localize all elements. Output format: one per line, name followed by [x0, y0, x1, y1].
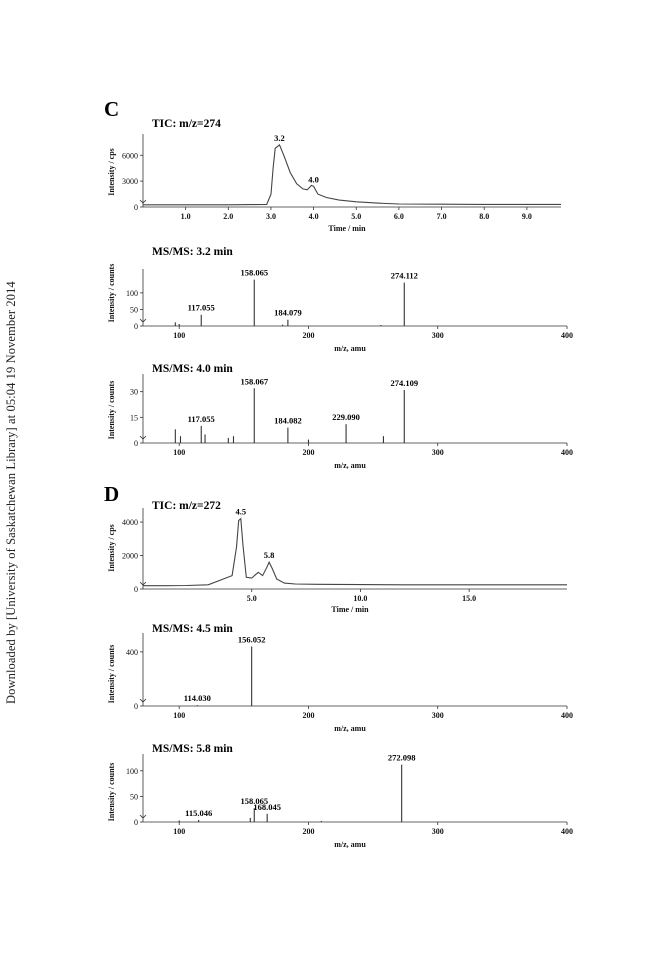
chart-3-title: MS/MS: 4.0 min [152, 363, 233, 375]
chart-2-x-tick-label: 200 [302, 331, 315, 340]
chart-2-y-tick-label: 50 [130, 305, 138, 315]
chart-4-tic-trace [143, 519, 567, 586]
chart-3-peak-label: 184.082 [274, 415, 302, 426]
chart-5-y-tick-label: 400 [126, 647, 138, 657]
chart-4-x-tick-label: 10.0 [353, 594, 368, 603]
chart-3-peak-label: 274.109 [390, 377, 419, 388]
chart-5-x-axis-label: m/z, amu [334, 724, 366, 733]
chart-6-title: MS/MS: 5.8 min [152, 743, 233, 755]
chart-2-peak-label: 274.112 [390, 270, 418, 281]
chart-4-title: TIC: m/z=272 [152, 500, 221, 512]
chart-1-y-tick-label: 3000 [122, 177, 138, 187]
chart-3-y-tick-label: 15 [130, 413, 138, 423]
chart-1-y-axis-label: Intensity / cps [107, 148, 116, 196]
chart-5-x-tick-label: 100 [173, 711, 186, 720]
chart-5-title: MS/MS: 4.5 min [152, 623, 233, 635]
chart-6-peak-label: 272.098 [387, 752, 416, 763]
chart-2-y-axis-label: Intensity / counts [107, 263, 116, 323]
chart-1-x-tick-label: 1.0 [180, 212, 191, 221]
chart-2-title: MS/MS: 3.2 min [152, 246, 233, 258]
chart-2-peak-label: 117.055 [187, 302, 215, 313]
chart-2-peak-label: 158.065 [240, 267, 269, 278]
chart-6-x-axis-label: m/z, amu [334, 840, 366, 849]
chart-6-peak-label: 115.046 [185, 807, 213, 818]
chart-2-x-tick-label: 300 [431, 331, 444, 340]
chart-2-x-axis-label: m/z, amu [334, 344, 366, 353]
chart-4-peak-annotation: 4.5 [235, 506, 247, 517]
chart-6-x-tick-label: 400 [561, 827, 573, 836]
chart-4-y-tick-label: 0 [134, 585, 138, 594]
chart-3-peak-label: 117.055 [187, 413, 215, 424]
chart-4-y-tick-label: 4000 [122, 518, 138, 528]
chart-1-x-tick-label: 8.0 [479, 212, 490, 221]
chart-3-x-tick-label: 100 [173, 448, 186, 457]
panel-label-c: C [104, 97, 120, 121]
chart-1-peak-annotation: 3.2 [274, 132, 285, 143]
chart-1-x-tick-label: 3.0 [265, 212, 276, 221]
chart-5-y-axis-label: Intensity / counts [107, 644, 116, 704]
chart-1-x-tick-label: 6.0 [393, 212, 404, 221]
chart-6-x-tick-label: 200 [302, 827, 315, 836]
chart-5-x-tick-label: 200 [302, 711, 315, 720]
chart-4-x-axis-label: Time / min [331, 605, 369, 614]
chart-5-y-tick-label: 0 [134, 702, 138, 711]
chart-2-peak-label: 184.079 [274, 307, 302, 318]
chart-6-y-axis-label: Intensity / counts [107, 762, 116, 822]
chart-2-y-tick-label: 0 [134, 322, 138, 331]
chart-3-x-tick-label: 300 [431, 448, 444, 457]
chart-4-x-tick-label: 5.0 [246, 594, 257, 603]
chart-5-peak-label: 114.030 [183, 693, 211, 704]
chart-6-y-tick-label: 100 [126, 766, 138, 776]
chart-4-peak-annotation: 5.8 [263, 550, 275, 561]
chart-1-tic-trace [143, 145, 561, 205]
chart-1-x-axis-label: Time / min [328, 224, 366, 233]
chart-3-y-axis-label: Intensity / counts [107, 380, 116, 440]
chart-1-x-tick-label: 2.0 [223, 212, 234, 221]
chart-4-y-axis-label: Intensity / cps [107, 524, 116, 572]
chart-6-x-tick-label: 100 [173, 827, 186, 836]
chart-6-y-tick-label: 50 [130, 792, 138, 802]
chart-3-y-tick-label: 0 [134, 439, 138, 448]
chart-1-y-tick-label: 0 [134, 203, 138, 212]
chart-2-x-tick-label: 400 [561, 331, 573, 340]
chart-5-peak-label: 156.052 [237, 634, 266, 645]
chart-5-x-tick-label: 300 [431, 711, 444, 720]
chart-4-y-tick-label: 2000 [122, 551, 138, 561]
chart-6-peak-label: 158.065 [240, 796, 269, 807]
chart-1-x-tick-label: 5.0 [351, 212, 362, 221]
chart-5-x-tick-label: 400 [561, 711, 573, 720]
chart-6-y-tick-label: 0 [134, 818, 138, 827]
watermark-text: Downloaded by [University of Saskatchewan Library] at 05:04 19 November 2014 [4, 281, 18, 704]
chart-4-x-tick-label: 15.0 [462, 594, 477, 603]
chart-3-peak-label: 229.090 [332, 412, 360, 423]
chart-1-x-tick-label: 4.0 [308, 212, 319, 221]
chart-3-x-axis-label: m/z, amu [334, 461, 366, 470]
chart-1-x-tick-label: 7.0 [436, 212, 447, 221]
chart-3-peak-label: 158.067 [240, 376, 269, 387]
chart-2-x-tick-label: 100 [173, 331, 186, 340]
chart-1-y-tick-label: 6000 [122, 151, 138, 161]
chart-1-title: TIC: m/z=274 [152, 118, 221, 130]
chart-1-x-tick-label: 9.0 [521, 212, 532, 221]
chart-1-peak-annotation: 4.0 [308, 174, 319, 185]
chart-6-x-tick-label: 300 [431, 827, 444, 836]
chart-6-peak-label: 168.045 [253, 801, 281, 812]
chart-3-y-tick-label: 30 [130, 387, 138, 397]
panel-label-d: D [104, 482, 120, 506]
chart-2-y-tick-label: 100 [126, 288, 138, 298]
chart-3-x-tick-label: 200 [302, 448, 315, 457]
chart-3-x-tick-label: 400 [561, 448, 573, 457]
